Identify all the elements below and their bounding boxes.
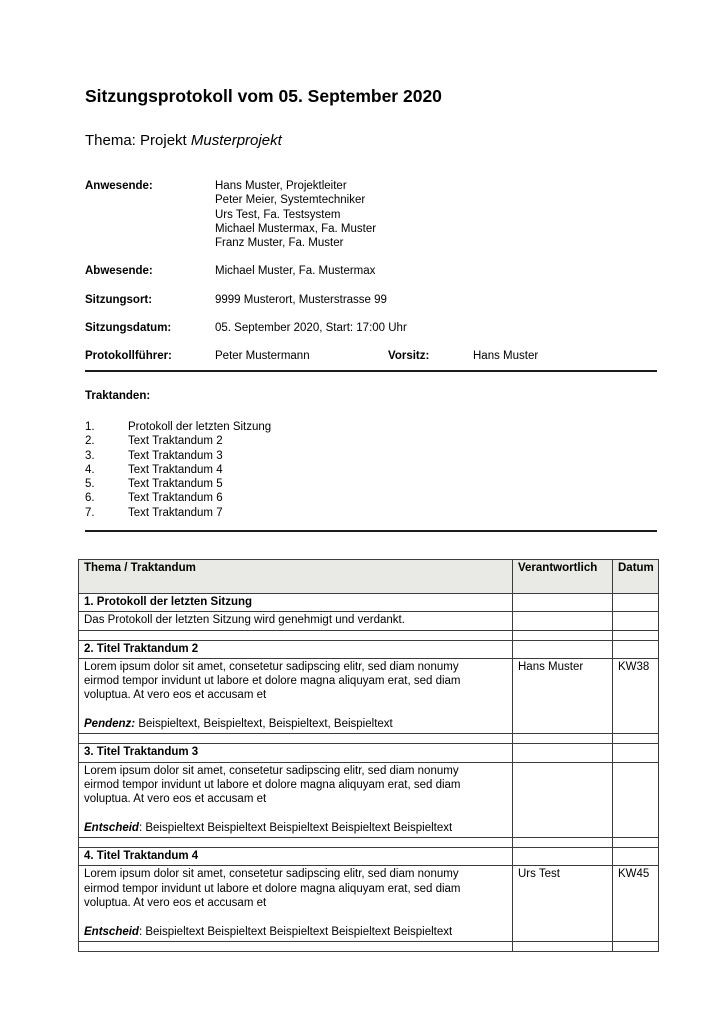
protocol-table: [78, 559, 659, 952]
table-header-row: [79, 560, 659, 594]
note-label: Entscheid: [84, 925, 139, 938]
traktanden-item: [85, 449, 271, 463]
section-title-cell: 2. Titel Traktandum 2: [79, 640, 513, 658]
spacer-cell: [79, 941, 513, 951]
meta-value-line: 9999 Musterort, Musterstrasse 99: [215, 293, 387, 306]
traktanden-item: [85, 434, 271, 448]
section-title-verantwortlich-cell: [513, 744, 613, 762]
thema-line: [85, 131, 282, 150]
spacer-cell: [79, 630, 513, 640]
section-body-text: Lorem ipsum dolor sit amet, consetetur sadipscing elitr, sed diam nonumy eirmod tempor invidunt ut labore et dolore magna aliquyam erat, sed diam voluptua. At vero eos et accusam et: [84, 868, 461, 910]
traktanden-item-number: 6.: [85, 492, 95, 505]
spacer-cell: [513, 838, 613, 848]
protokollfuehrer-label: Protokollführer:: [85, 350, 172, 363]
meta-row-values: [215, 179, 657, 250]
table-body: [79, 594, 659, 952]
section-datum-cell: KW38: [613, 658, 659, 733]
traktanden-item: [85, 506, 271, 520]
section-body-text: Lorem ipsum dolor sit amet, consetetur sadipscing elitr, sed diam nonumy eirmod tempor invidunt ut labore et dolore magna aliquyam erat, sed diam voluptua. At vero eos et accusam et: [84, 660, 461, 702]
traktanden-item: [85, 477, 271, 491]
section-verantwortlich-cell: Urs Test: [513, 866, 613, 941]
note-text: : Beispieltext Beispieltext Beispieltext Beispieltext Beispieltext: [138, 925, 453, 938]
section-verantwortlich-cell: [513, 762, 613, 837]
section-body-row: [79, 658, 659, 733]
horizontal-rule-bottom: [85, 530, 657, 532]
meta-row-label: Sitzungsdatum:: [85, 322, 172, 335]
section-body-row: [79, 762, 659, 837]
protokollfuehrer-value: Peter Mustermann: [215, 350, 310, 363]
traktanden-item: [85, 463, 271, 477]
meta-section: [85, 179, 657, 364]
section-title-cell: 1. Protokoll der letzten Sitzung: [79, 594, 513, 612]
meta-value-line: Hans Muster, Projektleiter: [215, 180, 347, 192]
column-header-verantwortlich: Verantwortlich: [513, 560, 613, 594]
column-header-datum: Datum: [613, 560, 659, 594]
traktanden-item: [85, 491, 271, 505]
meta-row: [85, 321, 657, 335]
meta-value-line: Michael Muster, Fa. Mustermax: [215, 265, 376, 278]
section-note-line: [84, 925, 507, 939]
section-spacer-row: [79, 941, 659, 951]
horizontal-rule-top: [85, 370, 657, 372]
section-title-datum-cell: [613, 848, 659, 866]
traktanden-item-number: 5.: [85, 478, 95, 491]
section-title-verantwortlich-cell: [513, 848, 613, 866]
note-label: Entscheid: [84, 821, 139, 834]
section-title-verantwortlich-cell: [513, 594, 613, 612]
section-title-cell: 4. Titel Traktandum 4: [79, 848, 513, 866]
section-datum-cell: KW45: [613, 866, 659, 941]
meta-row-label: Anwesende:: [85, 180, 153, 192]
section-verantwortlich-cell: Hans Muster: [513, 658, 613, 733]
section-spacer-row: [79, 734, 659, 744]
traktanden-item-number: 1.: [85, 421, 95, 433]
traktanden-item-label: Protokoll der letzten Sitzung: [128, 421, 272, 433]
section-body-text: Das Protokoll der letzten Sitzung wird genehmigt und verdankt.: [84, 614, 405, 627]
protokollfuehrer-row: [85, 349, 657, 363]
column-header-thema: Thema / Traktandum: [79, 560, 513, 594]
meta-row-label: Abwesende:: [85, 265, 153, 278]
vorsitz-value: Hans Muster: [473, 350, 539, 363]
spacer-cell: [79, 734, 513, 744]
meta-row: [85, 179, 657, 250]
spacer-cell: [513, 734, 613, 744]
section-datum-cell: [613, 612, 659, 630]
traktanden-item-number: 7.: [85, 506, 95, 519]
meta-row-values: [215, 293, 657, 307]
section-spacer-row: [79, 630, 659, 640]
section-note-line: [84, 717, 507, 731]
meta-value-line: Peter Meier, Systemtechniker: [215, 194, 366, 207]
section-title-verantwortlich-cell: [513, 640, 613, 658]
section-spacer-row: [79, 838, 659, 848]
section-body-cell: [79, 762, 513, 837]
section-title-row: [79, 594, 659, 612]
note-label: Pendenz:: [84, 718, 136, 731]
blank-line: [84, 703, 507, 717]
section-note-line: [84, 821, 507, 835]
spacer-cell: [613, 734, 659, 744]
spacer-cell: [513, 630, 613, 640]
thema-prefix: Thema: Projekt: [85, 132, 191, 149]
section-title-row: [79, 848, 659, 866]
meta-row-label: Sitzungsort:: [85, 293, 153, 306]
section-title-row: [79, 744, 659, 762]
section-title-datum-cell: [613, 744, 659, 762]
traktanden-item-label: Text Traktandum 2: [128, 435, 223, 448]
section-title-cell: 3. Titel Traktandum 3: [79, 744, 513, 762]
thema-project-name: Musterprojekt: [190, 132, 282, 149]
section-title-row: [79, 640, 659, 658]
note-text: Beispieltext, Beispieltext, Beispieltext, Beispieltext: [135, 718, 393, 731]
section-title-datum-cell: [613, 640, 659, 658]
meta-rows: [85, 179, 657, 335]
meta-value-line: Urs Test, Fa. Testsystem: [215, 208, 341, 221]
traktanden-item-label: Text Traktandum 7: [128, 506, 223, 519]
traktanden-item-label: Text Traktandum 5: [128, 478, 223, 491]
section-body-cell: [79, 658, 513, 733]
meta-row: [85, 264, 657, 278]
traktanden-heading: Traktanden:: [85, 390, 151, 402]
traktanden-item-number: 2.: [85, 435, 95, 448]
traktanden-item-label: Text Traktandum 6: [128, 492, 223, 505]
traktanden-item-number: 4.: [85, 463, 95, 476]
traktanden-item-label: Text Traktandum 3: [128, 449, 223, 462]
meta-row-values: [215, 264, 657, 278]
traktanden-item: [85, 420, 271, 434]
vorsitz-label: Vorsitz:: [388, 350, 430, 363]
meta-value-line: Michael Mustermax, Fa. Muster: [215, 222, 377, 235]
section-body-row: [79, 612, 659, 630]
section-body-row: [79, 866, 659, 941]
page-title: Sitzungsprotokoll vom 05. September 2020: [85, 86, 442, 106]
section-verantwortlich-cell: [513, 612, 613, 630]
meta-row-values: [215, 321, 657, 335]
section-body-cell: [79, 612, 513, 630]
spacer-cell: [613, 838, 659, 848]
blank-line: [84, 910, 507, 924]
section-datum-cell: [613, 762, 659, 837]
traktanden-item-label: Text Traktandum 4: [128, 463, 223, 476]
traktanden-item-number: 3.: [85, 449, 95, 462]
spacer-cell: [613, 941, 659, 951]
section-body-cell: [79, 866, 513, 941]
spacer-cell: [513, 941, 613, 951]
section-body-text: Lorem ipsum dolor sit amet, consetetur sadipscing elitr, sed diam nonumy eirmod tempor invidunt ut labore et dolore magna aliquyam erat, sed diam voluptua. At vero eos et accusam et: [84, 764, 461, 806]
blank-line: [84, 807, 507, 821]
meta-value-line: 05. September 2020, Start: 17:00 Uhr: [215, 322, 407, 335]
meta-value-line: Franz Muster, Fa. Muster: [215, 237, 344, 250]
spacer-cell: [613, 630, 659, 640]
meta-row: [85, 293, 657, 307]
spacer-cell: [79, 838, 513, 848]
traktanden-list: [85, 420, 271, 520]
note-text: : Beispieltext Beispieltext Beispieltext Beispieltext Beispieltext: [138, 821, 453, 834]
section-title-datum-cell: [613, 594, 659, 612]
